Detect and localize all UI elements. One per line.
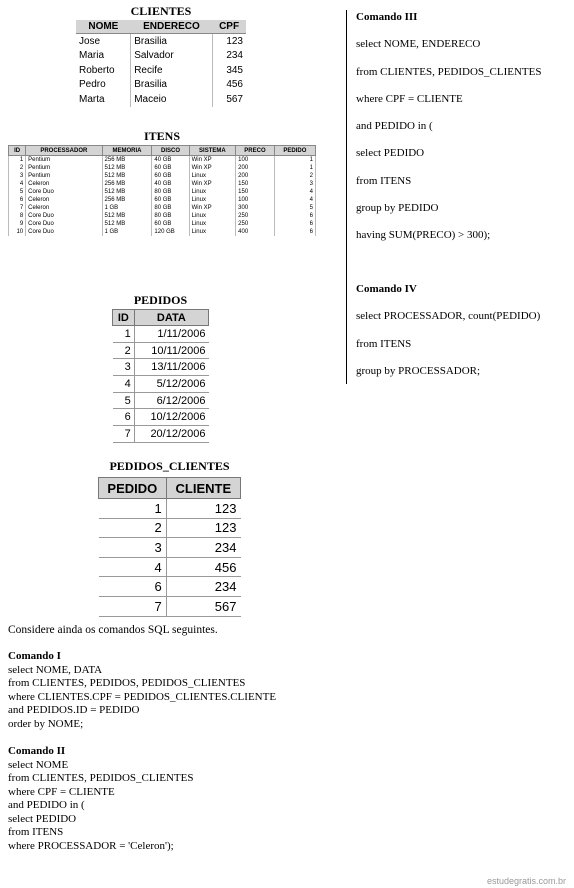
table-cell: 123 [226, 35, 243, 47]
itens-title: ITENS [143, 129, 181, 143]
sql-line: and PEDIDOS.ID = PEDIDO [8, 704, 140, 716]
clientes-header-cpf: CPF [212, 20, 246, 34]
table-cell: Brasilia [131, 78, 212, 93]
table-cell: Linux [189, 220, 236, 228]
right-column [346, 10, 573, 384]
table-cell: 100 [236, 196, 275, 204]
table-cell: Marta [76, 92, 131, 107]
table-cell: 256 MB [102, 156, 152, 165]
table-cell: 1 [274, 164, 315, 172]
sql-line: having SUM(PRECO) > 300); [356, 229, 491, 241]
itens-header-pedido: PEDIDO [274, 146, 315, 156]
table-cell: 7 [113, 426, 135, 443]
comando-4-title: Comando IV [356, 283, 417, 295]
table-cell: 234 [166, 538, 240, 558]
pedidos-table-wrap [112, 309, 209, 443]
table-cell: 256 MB [102, 180, 152, 188]
table-cell: 150 [236, 180, 275, 188]
table-cell: 512 MB [102, 164, 152, 172]
clientes-table-wrap [76, 20, 246, 107]
table-cell: 40 GB [152, 180, 189, 188]
table-cell: 256 MB [102, 196, 152, 204]
table-row [99, 596, 241, 616]
clientes-table [76, 20, 246, 107]
table-cell: 9 [9, 220, 26, 228]
sql-line: from CLIENTES, PEDIDOS, PEDIDOS_CLIENTES [8, 677, 246, 689]
sql-line: from CLIENTES, PEDIDOS_CLIENTES [356, 66, 542, 78]
table-cell: 6 [274, 212, 315, 220]
sql-line: select NOME, ENDERECO [356, 38, 481, 50]
table-cell: 20/12/2006 [134, 426, 208, 443]
sql-line: and PEDIDO in ( [356, 120, 433, 132]
itens-header-preco: PRECO [236, 146, 275, 156]
sql-line: and PEDIDO in ( [8, 799, 85, 811]
table-cell: 1 [9, 156, 26, 165]
sql-line: group by PROCESSADOR; [356, 365, 481, 377]
table-cell: 80 GB [152, 212, 189, 220]
watermark: estudegratis.com.br [486, 876, 566, 886]
sql-line: from ITENS [8, 826, 64, 838]
table-cell: 80 GB [152, 204, 189, 212]
sql-line: where PROCESSADOR = 'Celeron'); [8, 839, 174, 852]
table-cell: 60 GB [152, 164, 189, 172]
table-cell: Linux [189, 188, 236, 196]
pedidos-clientes-table-wrap [98, 477, 241, 617]
table-row [113, 392, 209, 409]
table-row [99, 499, 241, 519]
table-cell: 10/12/2006 [134, 409, 208, 426]
intro-text: Considere ainda os comandos SQL seguintes. [8, 624, 218, 636]
table-cell: 6 [274, 228, 315, 236]
table-row [113, 426, 209, 443]
table-row [76, 92, 246, 107]
table-cell: 234 [226, 50, 243, 62]
table-row [76, 34, 246, 49]
sql-line: select NOME [8, 758, 69, 771]
table-cell: 6 [113, 409, 135, 426]
table-cell: 456 [166, 557, 240, 577]
table-cell: Pedro [76, 78, 131, 93]
table-cell: Maria [76, 49, 131, 64]
table-cell: Celeron [26, 196, 102, 204]
table-cell: 120 GB [152, 228, 189, 236]
table-cell: 4 [113, 376, 135, 393]
table-cell: 5 [9, 188, 26, 196]
table-row [9, 212, 316, 220]
table-cell: 250 [236, 212, 275, 220]
table-cell: Core Duo [26, 188, 102, 196]
table-cell: 40 GB [152, 156, 189, 165]
sql-line: order by NOME; [8, 717, 84, 730]
table-row [9, 204, 316, 212]
table-cell: Brasilia [131, 34, 212, 49]
clientes-header-endereco: ENDERECO [131, 20, 212, 34]
table-cell: 8 [9, 212, 26, 220]
table-cell: 6/12/2006 [134, 392, 208, 409]
table-cell: 6 [99, 577, 167, 597]
pedidos-clientes-title: PEDIDOS_CLIENTES [109, 459, 230, 473]
table-row [99, 557, 241, 577]
table-cell: Celeron [26, 204, 102, 212]
table-cell: 10 [9, 228, 26, 236]
clientes-title: CLIENTES [130, 4, 192, 18]
table-cell: Win XP [189, 156, 236, 165]
table-cell: 10/11/2006 [134, 342, 208, 359]
sql-line: where CLIENTES.CPF = PEDIDOS_CLIENTES.CLIENTE [8, 690, 277, 703]
table-cell: 100 [236, 156, 275, 165]
table-cell: 567 [166, 596, 240, 616]
table-row [99, 577, 241, 597]
table-cell: 80 GB [152, 188, 189, 196]
table-cell: 400 [236, 228, 275, 236]
table-cell: 123 [166, 518, 240, 538]
table-row [76, 78, 246, 93]
table-row [113, 376, 209, 393]
table-cell: 1 [113, 326, 135, 343]
table-cell: 4 [9, 180, 26, 188]
table-cell: 4 [99, 557, 167, 577]
table-cell: 123 [166, 499, 240, 519]
itens-header-processador: PROCESSADOR [26, 146, 102, 156]
comando-2 [8, 745, 193, 853]
table-cell: Pentium [26, 164, 102, 172]
sql-line: select NOME, DATA [8, 663, 103, 676]
pedidos-header-data: DATA [134, 310, 208, 326]
itens-header-id: ID [9, 146, 26, 156]
sql-line: from ITENS [356, 175, 412, 187]
table-row [76, 49, 246, 64]
table-cell: Roberto [76, 63, 131, 78]
pedidos-header-id: ID [113, 310, 135, 326]
table-cell: 200 [236, 172, 275, 180]
table-cell: 3 [9, 172, 26, 180]
table-row [113, 326, 209, 343]
table-cell: Linux [189, 228, 236, 236]
table-cell: 6 [274, 220, 315, 228]
sql-line: from CLIENTES, PEDIDOS_CLIENTES [8, 772, 194, 784]
table-row [9, 156, 316, 165]
table-cell: 13/11/2006 [134, 359, 208, 376]
table-cell: 6 [9, 196, 26, 204]
table-row [76, 63, 246, 78]
table-cell: 3 [99, 538, 167, 558]
table-cell: 1 [274, 156, 315, 165]
table-cell: 60 GB [152, 220, 189, 228]
sql-line: where CPF = CLIENTE [356, 93, 463, 105]
table-cell: 234 [166, 577, 240, 597]
table-cell: Core Duo [26, 212, 102, 220]
table-row [113, 359, 209, 376]
table-cell: Linux [189, 212, 236, 220]
table-cell: 2 [99, 518, 167, 538]
comando-3-title: Comando III [356, 11, 418, 23]
table-cell: 7 [99, 596, 167, 616]
table-cell: 1/11/2006 [134, 326, 208, 343]
pedidos-clientes-table [98, 477, 241, 617]
table-cell: 512 MB [102, 220, 152, 228]
table-cell: 345 [226, 64, 243, 76]
itens-header-memoria: MEMORIA [102, 146, 152, 156]
table-cell: 4 [274, 196, 315, 204]
table-cell: 5 [274, 204, 315, 212]
table-row [9, 164, 316, 172]
itens-table [8, 145, 316, 236]
table-row [9, 220, 316, 228]
table-row [99, 518, 241, 538]
sql-line: select PEDIDO [356, 147, 425, 159]
sql-line: select PEDIDO [8, 812, 77, 825]
pc-header-pedido: PEDIDO [99, 478, 167, 499]
table-cell: Salvador [131, 49, 212, 64]
table-cell: 1 GB [102, 228, 152, 236]
table-cell: 60 GB [152, 196, 189, 204]
table-row [9, 228, 316, 236]
itens-header-disco: DISCO [152, 146, 189, 156]
table-cell: Recife [131, 63, 212, 78]
table-cell: 512 MB [102, 172, 152, 180]
table-cell: Celeron [26, 180, 102, 188]
itens-table-wrap [8, 145, 316, 236]
table-row [9, 196, 316, 204]
table-cell: Win XP [189, 204, 236, 212]
table-row [9, 188, 316, 196]
table-cell: 200 [236, 164, 275, 172]
table-cell: 3 [113, 359, 135, 376]
table-cell: 250 [236, 220, 275, 228]
table-cell: Pentium [26, 156, 102, 165]
table-cell: 300 [236, 204, 275, 212]
sql-line: group by PEDIDO [356, 202, 439, 214]
table-cell: Win XP [189, 180, 236, 188]
table-cell: 5/12/2006 [134, 376, 208, 393]
itens-header-sistema: SISTEMA [189, 146, 236, 156]
table-cell: Maceio [131, 92, 212, 107]
table-cell: Linux [189, 172, 236, 180]
sql-line: from ITENS [356, 338, 412, 350]
pedidos-title: PEDIDOS [133, 293, 188, 307]
sql-line: where CPF = CLIENTE [8, 785, 115, 798]
table-cell: 1 [99, 499, 167, 519]
table-cell: Linux [189, 196, 236, 204]
comando-1 [8, 650, 276, 731]
table-cell: 2 [113, 342, 135, 359]
pedidos-table [112, 309, 209, 443]
table-row [99, 538, 241, 558]
table-row [9, 172, 316, 180]
table-cell: 1 GB [102, 204, 152, 212]
table-cell: 2 [274, 172, 315, 180]
comando-2-title: Comando II [8, 745, 66, 757]
table-cell: 567 [226, 93, 243, 105]
table-cell: 512 MB [102, 188, 152, 196]
comando-1-title: Comando I [8, 650, 61, 662]
table-cell: Core Duo [26, 228, 102, 236]
table-row [113, 342, 209, 359]
table-cell: 456 [226, 79, 243, 91]
table-cell: 5 [113, 392, 135, 409]
table-cell: 60 GB [152, 172, 189, 180]
table-cell: 4 [274, 188, 315, 196]
clientes-header-nome: NOME [76, 20, 131, 34]
table-cell: 3 [274, 180, 315, 188]
table-cell: Win XP [189, 164, 236, 172]
table-cell: 7 [9, 204, 26, 212]
pc-header-cliente: CLIENTE [166, 478, 240, 499]
table-row [113, 409, 209, 426]
table-cell: Pentium [26, 172, 102, 180]
table-cell: Core Duo [26, 220, 102, 228]
table-cell: 512 MB [102, 212, 152, 220]
table-cell: 150 [236, 188, 275, 196]
sql-line: select PROCESSADOR, count(PEDIDO) [356, 310, 541, 322]
table-cell: 2 [9, 164, 26, 172]
table-cell: Jose [76, 34, 131, 49]
table-row [9, 180, 316, 188]
